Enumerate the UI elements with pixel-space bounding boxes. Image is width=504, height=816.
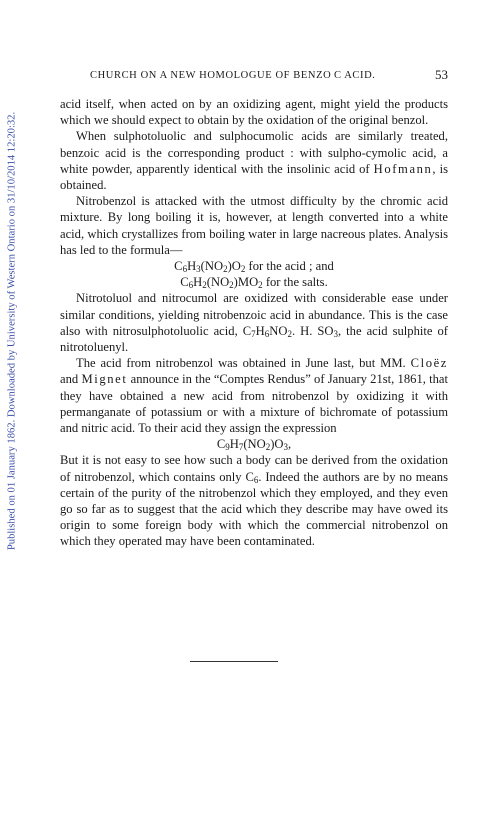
conjunction: and: [60, 372, 79, 387]
page-number: 53: [435, 67, 448, 82]
formula-part: )O: [227, 259, 241, 274]
paragraph-6: [60, 452, 448, 549]
formula-part: (NO: [200, 259, 224, 274]
formula-caption: , the acid sulphite of nitrotoluenyl.: [60, 323, 448, 355]
formula-part: (NO: [206, 275, 230, 290]
paragraph-5-text: The acid from nitrobenzol was obtained in June last, but MM.: [76, 356, 406, 371]
formula-part: C: [180, 275, 189, 290]
formula-part: H: [193, 275, 203, 290]
paragraph-4-text: Nitrotoluol and nitrocumol are oxidized with considerable ease under similar conditions, yielding nitrobenzoic acid in abundance. This is the case also with nitrosulphotoluolic acid,: [60, 291, 448, 338]
formula-part: H: [255, 323, 265, 338]
paragraph-5: [60, 355, 448, 436]
formula-part: H: [187, 259, 197, 274]
paragraph-2-end: , is obtained.: [60, 161, 448, 193]
formula-subscript: 7: [238, 442, 244, 453]
formula-caption: for the acid ; and: [245, 259, 334, 274]
formula-subscript: 2: [258, 280, 263, 291]
formula-caption: ,: [288, 437, 292, 452]
paragraph-3: Nitrobenzol is attacked with the utmost difficulty by the chromic acid mixture. By long boiling it is, however, at length converted into a white acid, which crystallizes from boiling water in large nacreous plates. Analysis has led to the formula—: [60, 194, 448, 257]
formula-subscript: 2: [265, 442, 271, 453]
formula-expression: [60, 436, 448, 452]
formula-subscript: 7: [251, 328, 256, 339]
section-end-rule: [190, 661, 278, 662]
paragraph-5-text-end: announce in the “Comptes Rendus” of January 21st, 1861, that they have obtained a new acid from nitrobenzol by oxidizing it with permanganate of potassium or with a mixture of bichromate of potassium and nitric acid. To their acid they assign the expression: [60, 372, 449, 436]
author-name-mignet: Mignet: [81, 372, 128, 387]
formula-part: C: [174, 259, 183, 274]
formula-subscript: 6: [188, 280, 194, 291]
formula-part: )O: [270, 437, 284, 452]
publication-note: Published on 01 January 1862. Downloaded by University of Western Ontario on 31/10/2014 12:20:32.: [6, 111, 18, 551]
publication-watermark: [0, 71, 27, 591]
running-head: CHURCH ON A NEW HOMOLOGUE OF BENZO C ACID.: [90, 70, 376, 81]
formula-subscript: 6: [264, 328, 270, 339]
paragraph-6-text: But it is not easy to see how such a body can be derived from the oxidation of nitrobenzol, which contains only C: [60, 453, 448, 484]
paragraph-2-text: When sulphotoluolic and sulphocumolic acids are similarly treated, benzoic acid is the corresponding product : with sulpho-cymolic acid, a white powder, apparently identical with the insolinic acid of: [60, 129, 448, 176]
formula-subscript: 3: [196, 264, 201, 275]
paragraph-1: acid itself, when acted on by an oxidizing agent, might yield the products which we should expect to obtain by the oxidation of the original benzol.: [60, 97, 448, 128]
formula-subscript: 2: [240, 264, 246, 275]
formula-acid: [60, 258, 448, 274]
author-name-hofmann: Hofmann: [373, 161, 433, 176]
paragraph-2: [60, 128, 448, 193]
formula-subscript: 2: [202, 280, 207, 291]
formula-subscript: 2: [223, 264, 228, 275]
formula-part: (NO: [243, 437, 266, 452]
author-name-cloez: Cloëz: [410, 356, 448, 371]
formula-part: H: [229, 437, 239, 452]
page-header: [60, 67, 448, 87]
article-body: [60, 96, 448, 550]
formula-part: C: [216, 437, 226, 452]
paragraph-6-text-end: . Indeed the authors are by no means certain of the purity of the nitrobenzol which they employed, and they even go so far as to suggest that the acid which they describe may have owed its origin to some foreign body with which the commercial nitrobenzol on which they operated may have been contaminated.: [60, 469, 448, 549]
formula-subscript: 9: [225, 442, 230, 453]
formula-part: C: [242, 323, 252, 338]
formula-part: NO: [269, 323, 288, 338]
formula-salts: [60, 274, 448, 290]
formula-subscript: 3: [333, 328, 339, 339]
formula-part: . H. SO: [291, 323, 334, 338]
formula-part: )MO: [233, 275, 259, 290]
paragraph-4: [60, 290, 448, 355]
formula-subscript: 3: [283, 442, 289, 453]
formula-subscript: 6: [253, 474, 259, 485]
formula-subscript: 2: [287, 328, 292, 339]
formula-caption: for the salts.: [262, 275, 328, 290]
formula-subscript: 2: [229, 280, 234, 291]
formula-subscript: 6: [182, 264, 188, 275]
